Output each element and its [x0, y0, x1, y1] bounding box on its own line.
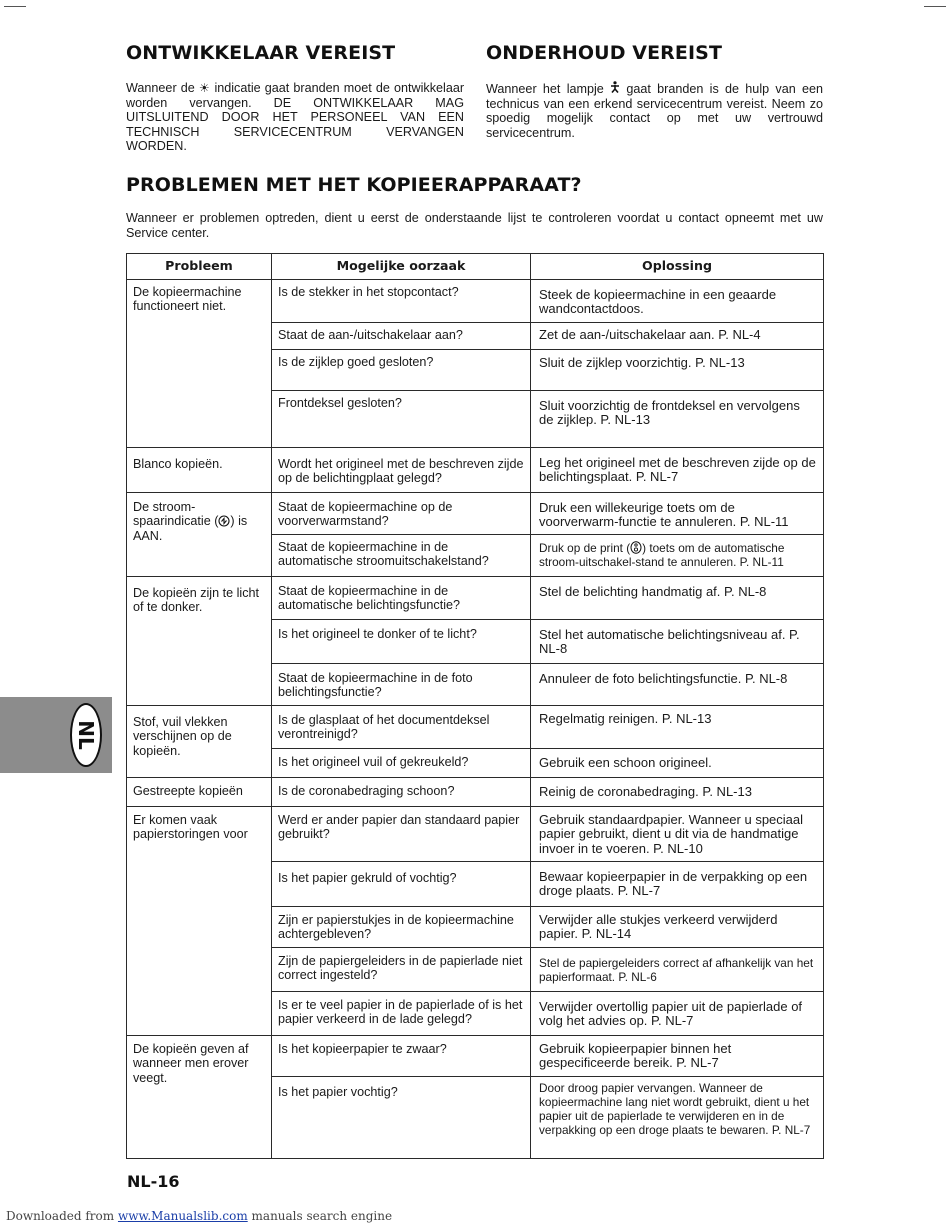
problem-cell: Blanco kopieën.	[127, 448, 272, 493]
developer-text	[126, 81, 464, 154]
cause-cell: Zijn er papierstukjes in de kopieermachine achtergebleven?	[272, 907, 531, 948]
solution-cell: Gebruik een schoon origineel.	[531, 749, 824, 778]
solution-cell: Zet de aan-/uitschakelaar aan. P. NL-4	[531, 323, 824, 350]
solution-cell: Bewaar kopieerpapier in de verpakking op een droge plaats. P. NL-7	[531, 862, 824, 907]
developer-title: ONTWIKKELAAR VEREIST	[126, 42, 396, 64]
solution-cell: Verwijder alle stukjes verkeerd verwijderd papier. P. NL-14	[531, 907, 824, 948]
power-save-icon	[218, 514, 230, 528]
solution-cell: Druk een willekeurige toets om de voorverwarm-functie te annuleren. P. NL-11	[531, 493, 824, 535]
cause-cell: Zijn de papiergeleiders in de papierlade niet correct ingesteld?	[272, 948, 531, 992]
solution-cell: Sluit voorzichtig de frontdeksel en vervolgens de zijklep. P. NL-13	[531, 391, 824, 448]
table-row	[127, 778, 824, 807]
page-number: NL-16	[127, 1172, 180, 1191]
cause-cell: Is de stekker in het stopcontact?	[272, 280, 531, 323]
problem-cell: De kopieën geven af wanneer men erover veegt.	[127, 1036, 272, 1159]
solution-cell: Stel de papiergeleiders correct af afhankelijk van het papierformaat. P. NL-6	[531, 948, 824, 992]
problem-cell: De kopieën zijn te licht of te donker.	[127, 577, 272, 706]
table-row	[127, 280, 824, 323]
cause-cell: Is de coronabedraging schoon?	[272, 778, 531, 807]
crop-mark-left	[4, 6, 26, 7]
cause-cell: Is de zijklep goed gesloten?	[272, 350, 531, 391]
developer-text-start: Wanneer de	[126, 81, 195, 95]
solution-cell: Regelmatig reinigen. P. NL-13	[531, 706, 824, 749]
solution-cell: Gebruik kopieerpapier binnen het gespecificeerde bereik. P. NL-7	[531, 1036, 824, 1077]
crop-mark-right	[924, 6, 946, 7]
table-row	[127, 577, 824, 620]
cause-cell: Frontdeksel gesloten?	[272, 391, 531, 448]
problems-intro: Wanneer er problemen optreden, dient u eerst de onderstaande lijst te controleren voordat u contact opneemt met uw Service center.	[126, 211, 823, 240]
cause-cell: Staat de kopieermachine in de automatische stroomuitschakelstand?	[272, 535, 531, 577]
maintenance-title: ONDERHOUD VEREIST	[486, 42, 723, 64]
cause-cell: Staat de kopieermachine in de automatische belichtingsfunctie?	[272, 577, 531, 620]
cause-cell: Staat de kopieermachine op de voorverwarmstand?	[272, 493, 531, 535]
footer-link[interactable]: www.Manualslib.com	[117, 1209, 248, 1223]
solution-text-end: ) toets om de automatische stroom-uitschakel-stand te annuleren. P. NL-11	[539, 541, 785, 569]
language-badge	[70, 703, 102, 767]
developer-sun-icon: ☀	[198, 81, 211, 95]
problem-cell: Gestreepte kopieën	[127, 778, 272, 807]
print-button-icon	[630, 541, 642, 555]
header-solution: Oplossing	[531, 254, 824, 280]
footer	[6, 1209, 392, 1223]
header-cause: Mogelijke oorzaak	[272, 254, 531, 280]
problem-cell: Er komen vaak papierstoringen voor	[127, 807, 272, 1036]
developer-text-end: indicatie gaat branden moet de ontwikkelaar worden vervangen. DE ONTWIKKELAAR MAG UITSLUITEND DOOR HET PERSONEEL VAN EEN TECHNISCH SERVICECENTRUM VERVANGEN WORDEN.	[126, 81, 465, 154]
table-row	[127, 1036, 824, 1077]
problem-cell: De kopieermachine functioneert niet.	[127, 280, 272, 448]
problem-cell: Stof, vuil vlekken verschijnen op de kopieën.	[127, 706, 272, 778]
solution-cell: Annuleer de foto belichtingsfunctie. P. NL-8	[531, 664, 824, 706]
maintenance-text-end: gaat branden is de hulp van een technicus van een erkend servicecentrum vereist. Neem zo spoedig mogelijk contact op met uw vertrouwd servicecentrum.	[486, 82, 823, 140]
problem-text-end: ) is AAN.	[133, 514, 248, 543]
cause-cell: Is het kopieerpapier te zwaar?	[272, 1036, 531, 1077]
footer-suffix: manuals search engine	[251, 1209, 393, 1223]
solution-cell: Gebruik standaardpapier. Wanneer u speciaal papier gebruikt, dient u dit via de handmatige invoer in te voeren. P. NL-10	[531, 807, 824, 862]
cause-cell: Werd er ander papier dan standaard papier gebruikt?	[272, 807, 531, 862]
cause-cell: Is het origineel vuil of gekreukeld?	[272, 749, 531, 778]
solution-cell	[531, 535, 824, 577]
solution-cell: Leg het origineel met de beschreven zijde op de belichtingsplaat. P. NL-7	[531, 448, 824, 493]
solution-cell: Verwijder overtollig papier uit de papierlade of volg het advies op. P. NL-7	[531, 992, 824, 1036]
table-row	[127, 807, 824, 862]
table-row	[127, 706, 824, 749]
table-header-row	[127, 254, 824, 280]
cause-cell: Is het papier gekruld of vochtig?	[272, 862, 531, 907]
cause-cell: Wordt het origineel met de beschreven zijde op de belichtingplaat gelegd?	[272, 448, 531, 493]
cause-cell: Is de glasplaat of het documentdeksel verontreinigd?	[272, 706, 531, 749]
problems-title: PROBLEMEN MET HET KOPIEERAPPARAAT?	[126, 174, 582, 196]
solution-text-start: Druk op de print (	[539, 541, 631, 555]
solution-cell: Door droog papier vervangen. Wanneer de kopieermachine lang niet wordt gebruikt, dient u het papier uit de papierlade te verwijderen en in de verpakking op een droge plaats te bewaren. P. NL-7	[531, 1077, 824, 1159]
table-row	[127, 448, 824, 493]
cause-cell: Is er te veel papier in de papierlade of is het papier verkeerd in de lade gelegd?	[272, 992, 531, 1036]
cause-cell: Is het papier vochtig?	[272, 1077, 531, 1159]
solution-cell: Reinig de coronabedraging. P. NL-13	[531, 778, 824, 807]
problem-text-start: De stroom-spaarindicatie (	[133, 500, 219, 529]
maintenance-text-start: Wanneer het lampje	[486, 82, 604, 96]
header-problem: Probleem	[127, 254, 272, 280]
language-label: NL	[74, 720, 98, 750]
cause-cell: Is het origineel te donker of te licht?	[272, 620, 531, 664]
maintenance-text	[486, 81, 823, 140]
footer-prefix: Downloaded from	[6, 1209, 115, 1223]
solution-cell: Stel de belichting handmatig af. P. NL-8	[531, 577, 824, 620]
service-technician-icon	[610, 82, 620, 96]
solution-cell: Stel het automatische belichtingsniveau af. P. NL-8	[531, 620, 824, 664]
problem-cell	[127, 493, 272, 577]
solution-cell: Sluit de zijklep voorzichtig. P. NL-13	[531, 350, 824, 391]
troubleshooting-table	[126, 253, 824, 1159]
cause-cell: Staat de aan-/uitschakelaar aan?	[272, 323, 531, 350]
table-row	[127, 493, 824, 535]
cause-cell: Staat de kopieermachine in de foto belichtingsfunctie?	[272, 664, 531, 706]
solution-cell: Steek de kopieermachine in een geaarde wandcontactdoos.	[531, 280, 824, 323]
